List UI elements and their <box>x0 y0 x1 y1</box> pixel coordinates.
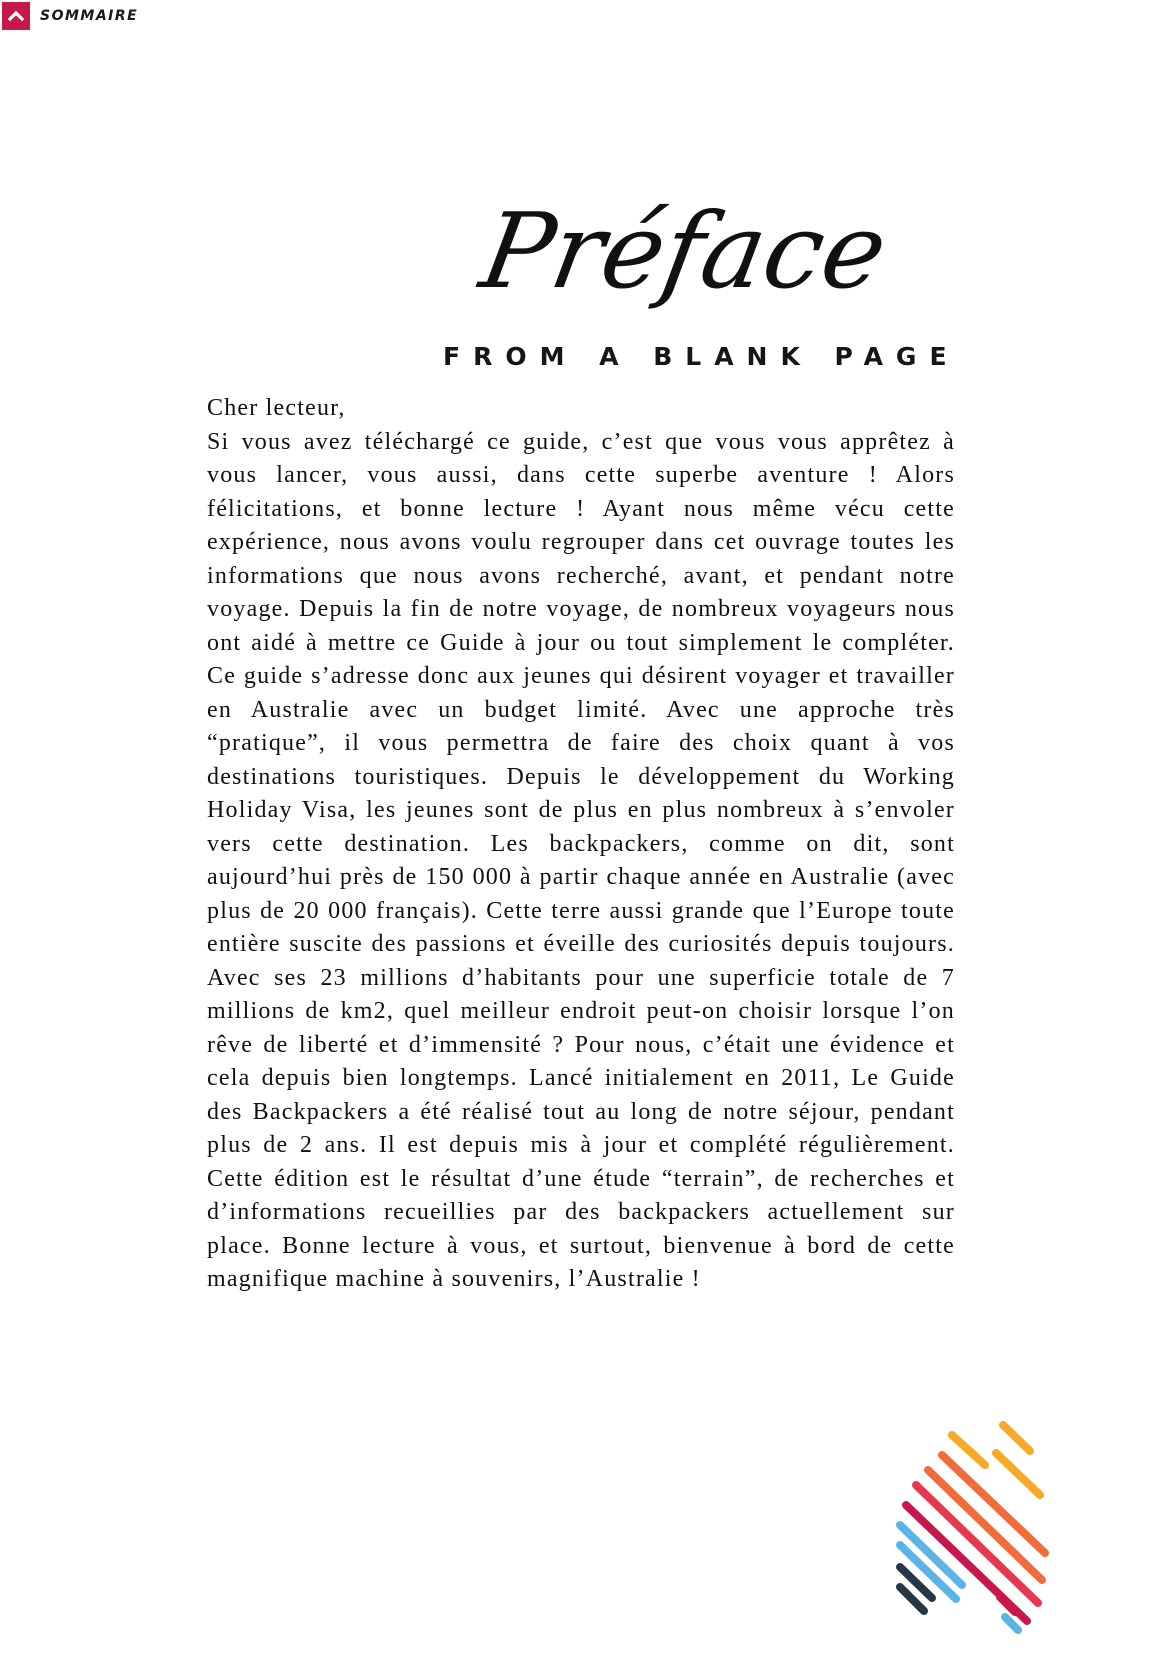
chevron-up-icon <box>2 2 30 30</box>
page-subtitle: FROM A BLANK PAGE <box>443 342 960 371</box>
logo-stripe <box>1000 1597 1015 1612</box>
logo-stripe <box>1003 1425 1030 1451</box>
sommaire-label: SOMMAIRE <box>40 8 139 24</box>
preface-paragraph: Si vous avez téléchargé ce guide, c’est que vous vous apprêtez à vous lancer, vous aussi, dans cette superbe aventure ! Alors félicitations, et bonne lecture ! Ayant nous même vécu cette expérience, nous avons voulu regrouper dans cet ouvrage toutes les informations que nous avons recherché, avant, et pendant notre voyage. Depuis la fin de notre voyage, de nombreux voyageurs nous ont aidé à mettre ce Guide à jour ou tout simplement le compléter. Ce guide s’adresse donc aux jeunes qui désirent voyager et travailler en Australie avec un budget limité. Avec une approche très “pratique”, il vous permettra de faire des choix quant à vos destinations touristiques. Depuis le développement du Working Holiday Visa, les jeunes sont de plus en plus nombreux à s’envoler vers cette destination. Les backpackers, comme on dit, sont aujourd’hui près de 150 000 à partir chaque année en Australie (avec plus de 20 000 français). Cette terre aussi grande que l’Europe toute entière suscite des passions et éveille des curiosités depuis toujours. Avec ses 23 millions d’habitants pour une superficie totale de 7 millions de km2, quel meilleur endroit peut-on choisir lorsque l’on rêve de liberté et d’immensité ? Pour nous, c’était une évidence et cela depuis bien longtemps. Lancé initialement en 2011, Le Guide des Backpackers a été réalisé tout au long de notre séjour, pendant plus de 2 ans. Il est depuis mis à jour et complété régulièrement. Cette édition est le résultat d’une étude “terrain”, de recherches et d’informations recueillies par des backpackers actuellement sur place. Bonne lecture à vous, et surtout, bienvenue à bord de cette magnifique machine à souvenirs, l’Australie ! <box>207 428 955 1292</box>
page-title-text: Préface <box>472 190 896 312</box>
logo-stripe <box>916 1485 1038 1603</box>
logo-stripe <box>952 1435 985 1465</box>
greeting: Cher lecteur, <box>207 395 346 421</box>
preface-body <box>207 392 955 1297</box>
sommaire-link[interactable] <box>2 2 138 30</box>
back-to-top-button[interactable] <box>2 2 30 30</box>
page-title <box>472 190 896 345</box>
australia-stripes-logo <box>900 1425 1110 1635</box>
logo-stripe <box>1005 1617 1018 1630</box>
logo-stripe <box>996 1453 1040 1495</box>
